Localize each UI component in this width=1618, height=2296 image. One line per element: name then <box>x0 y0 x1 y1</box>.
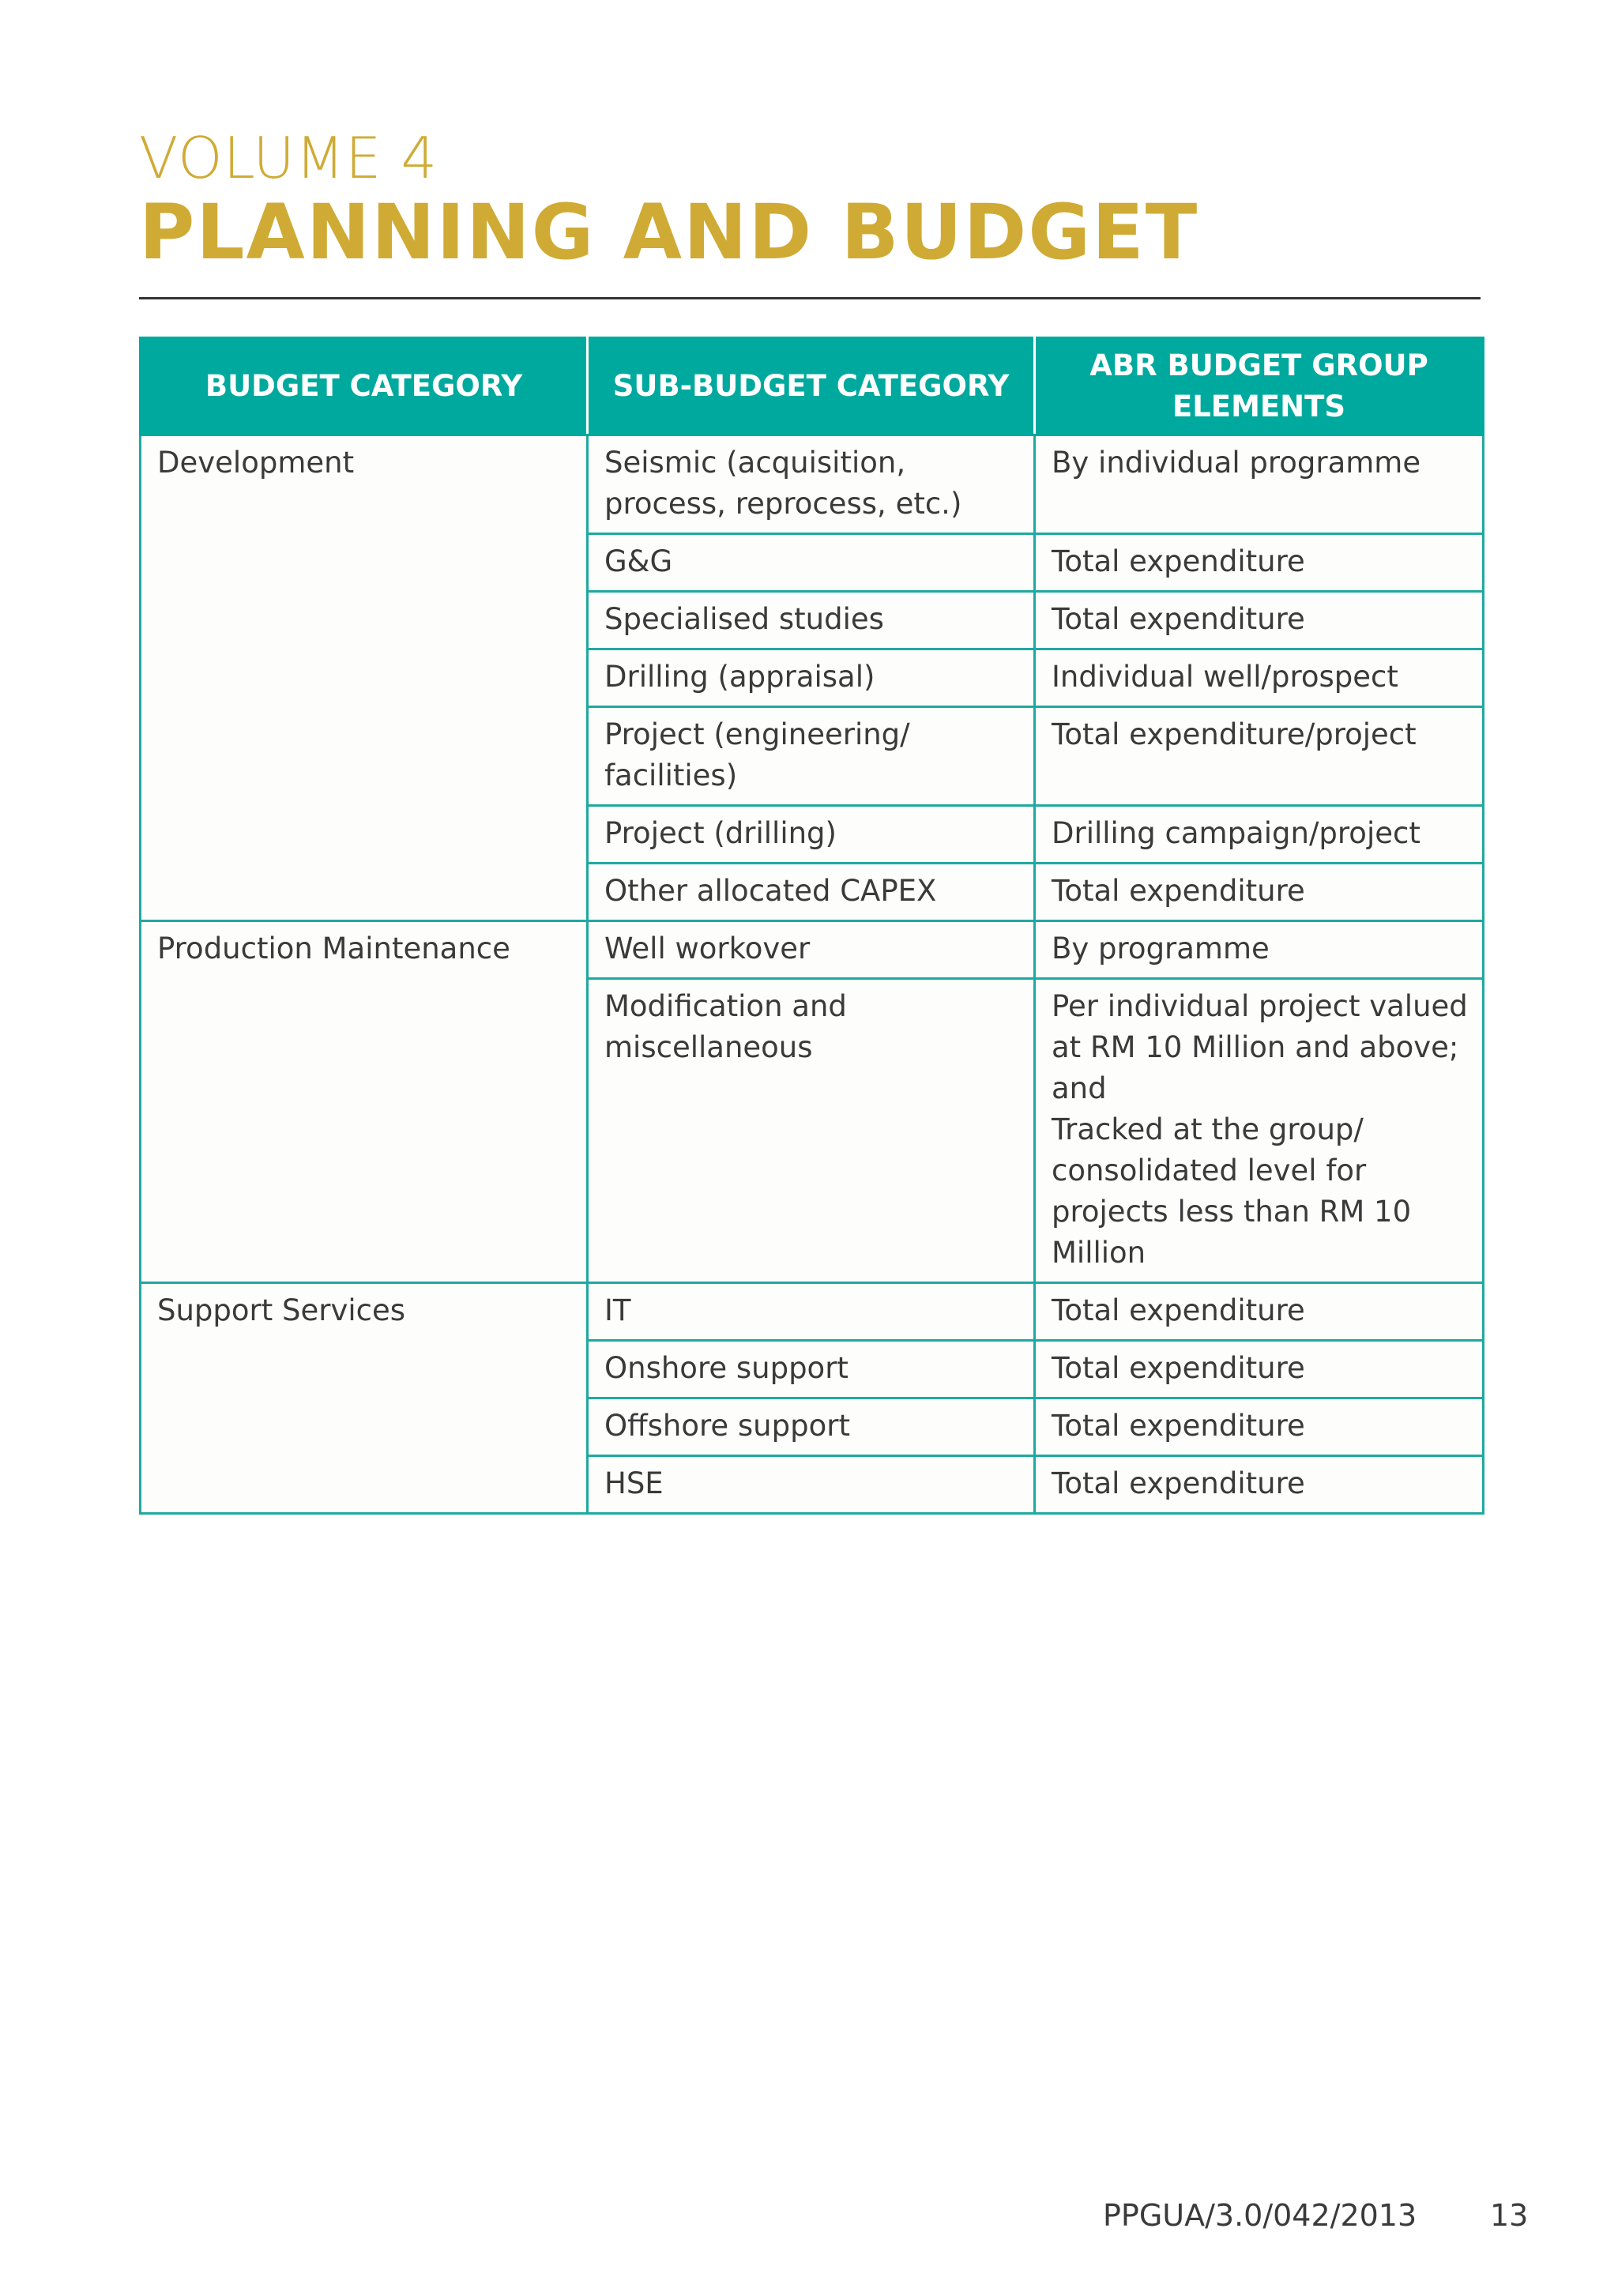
sub-category-cell: Well workover <box>588 921 1035 979</box>
sub-category-cell: Specialised studies <box>588 592 1035 649</box>
element-cell: Total expenditure <box>1035 1456 1484 1514</box>
sub-category-cell: Modification and miscellaneous <box>588 979 1035 1283</box>
element-cell: Total expenditure <box>1035 592 1484 649</box>
sub-category-cell: IT <box>588 1283 1035 1341</box>
page-number: 13 <box>1490 2198 1529 2233</box>
element-cell: By programme <box>1035 921 1484 979</box>
header-abr-budget-group-elements: ABR BUDGET GROUP ELEMENTS <box>1035 338 1484 435</box>
element-cell: Individual well/prospect <box>1035 649 1484 707</box>
element-cell: Total expenditure <box>1035 1341 1484 1398</box>
sub-category-cell: Drilling (appraisal) <box>588 649 1035 707</box>
document-code: PPGUA/3.0/042/2013 <box>1103 2198 1417 2233</box>
table-header-row <box>141 338 1484 435</box>
category-cell: Production Maintenance <box>141 921 588 1283</box>
category-cell: Support Services <box>141 1283 588 1514</box>
header-sub-budget-category: SUB-BUDGET CATEGORY <box>588 338 1035 435</box>
sub-category-cell: Other allocated CAPEX <box>588 864 1035 921</box>
budget-table <box>139 337 1484 1515</box>
sub-category-cell: Offshore support <box>588 1398 1035 1456</box>
page-title: PLANNING AND BUDGET <box>139 188 1199 277</box>
sub-category-cell: Project (engineering/ facilities) <box>588 707 1035 806</box>
sub-category-cell: Onshore support <box>588 1341 1035 1398</box>
header-divider <box>139 297 1481 299</box>
category-cell: Development <box>141 435 588 921</box>
element-cell: Total expenditure <box>1035 864 1484 921</box>
element-cell: By individual programme <box>1035 435 1484 534</box>
volume-label: VOLUME 4 <box>139 125 438 191</box>
table-row <box>141 1283 1484 1341</box>
header-budget-category: BUDGET CATEGORY <box>141 338 588 435</box>
element-cell: Per individual project valued at RM 10 Million and above; and Tracked at the group/ consolidated level for projects less than RM 10 Million <box>1035 979 1484 1283</box>
table-row <box>141 435 1484 534</box>
element-cell: Total expenditure <box>1035 534 1484 592</box>
element-cell: Total expenditure <box>1035 1398 1484 1456</box>
sub-category-cell: Project (drilling) <box>588 806 1035 864</box>
element-cell: Total expenditure <box>1035 1283 1484 1341</box>
sub-category-cell: G&G <box>588 534 1035 592</box>
element-cell: Total expenditure/project <box>1035 707 1484 806</box>
sub-category-cell: Seismic (acquisition, process, reprocess, etc.) <box>588 435 1035 534</box>
page-header <box>139 126 1198 275</box>
table-row <box>141 921 1484 979</box>
sub-category-cell: HSE <box>588 1456 1035 1514</box>
element-cell: Drilling campaign/project <box>1035 806 1484 864</box>
